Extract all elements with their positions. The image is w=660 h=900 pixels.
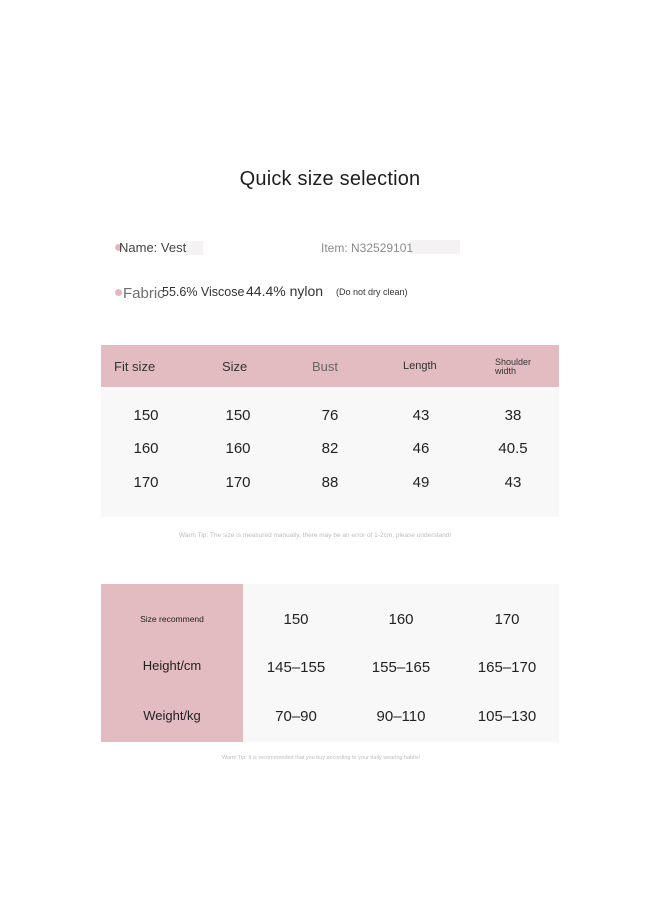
cell-size: 170 bbox=[225, 474, 251, 491]
page-title: Quick size selection bbox=[239, 168, 421, 190]
header-fit-size: Fit size bbox=[114, 359, 156, 374]
cell-bust: 88 bbox=[321, 474, 339, 491]
label-weight: Weight/kg bbox=[143, 708, 201, 723]
cell-length: 49 bbox=[412, 474, 430, 491]
header-bust: Bust bbox=[312, 359, 339, 374]
cell-shoulder: 38 bbox=[504, 407, 522, 424]
recommend-size: 170 bbox=[494, 611, 520, 628]
label-size-recommend: Size recommend bbox=[140, 614, 204, 624]
cell-fit-size: 170 bbox=[133, 474, 159, 491]
cell-shoulder: 43 bbox=[504, 474, 522, 491]
recommend-weight: 105–130 bbox=[477, 708, 537, 725]
bullet-dot-icon bbox=[115, 289, 122, 296]
warm-tip-measurement: Warm Tip: The size is measured manually, there may be an error of 1-2cm, please understand! bbox=[178, 532, 452, 539]
cell-size: 160 bbox=[225, 440, 251, 457]
recommend-size: 160 bbox=[388, 611, 414, 628]
cell-bust: 82 bbox=[321, 440, 339, 457]
product-item-number: Item: N32529101 bbox=[321, 241, 414, 255]
fabric-viscose: 55.6% Viscose bbox=[162, 285, 245, 299]
fabric-nylon: 44.4% nylon bbox=[246, 283, 324, 299]
warm-tip-buying: Warm Tip: It is recommended that you buy according to your daily wearing habits! bbox=[222, 755, 421, 761]
fabric-care-note: (Do not dry clean) bbox=[336, 287, 408, 297]
header-shoulder-width: Shoulder width bbox=[495, 357, 532, 376]
recommend-height: 165–170 bbox=[477, 659, 537, 676]
product-name: Name: Vest bbox=[119, 240, 187, 255]
recommend-height: 145–155 bbox=[266, 659, 326, 676]
cell-bust: 76 bbox=[321, 407, 339, 424]
recommend-weight: 70–90 bbox=[275, 708, 317, 725]
recommend-size: 150 bbox=[283, 611, 309, 628]
cell-fit-size: 150 bbox=[133, 407, 159, 424]
header-length: Length bbox=[403, 360, 437, 372]
cell-length: 46 bbox=[412, 440, 430, 457]
fabric-label: Fabric bbox=[123, 285, 165, 302]
cell-fit-size: 160 bbox=[133, 440, 159, 457]
cell-shoulder: 40.5 bbox=[498, 440, 528, 457]
cell-size: 150 bbox=[225, 407, 251, 424]
recommend-height: 155–165 bbox=[371, 659, 431, 676]
item-faint-bg bbox=[410, 240, 460, 254]
label-height: Height/cm bbox=[142, 658, 202, 673]
header-size: Size bbox=[222, 359, 248, 374]
cell-length: 43 bbox=[412, 407, 430, 424]
name-faint-bg bbox=[185, 241, 203, 255]
recommend-weight: 90–110 bbox=[376, 708, 426, 725]
